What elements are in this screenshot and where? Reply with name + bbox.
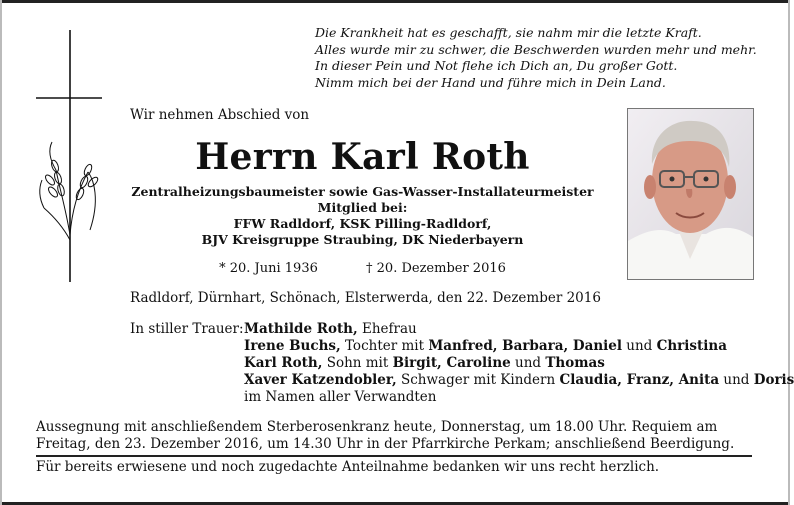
deceased-name: Herrn Karl Roth: [195, 136, 530, 178]
death-date: † 20. Dezember 2016: [366, 261, 506, 276]
mourner-conjunction: und: [719, 372, 754, 388]
mourner-relation: Sohn mit: [322, 355, 393, 371]
birth-date: * 20. Juni 1936: [219, 261, 318, 276]
poem-line: Alles wurde mir zu schwer, die Beschwerden wurden mehr und mehr.: [315, 41, 757, 57]
mourner-line: im Namen aller Verwandten: [244, 389, 437, 405]
poem-line: Die Krankheit hat es geschafft, sie nahm mir die letzte Kraft.: [315, 25, 702, 40]
mourner-family: Doris: [753, 372, 794, 388]
top-border: [0, 0, 790, 3]
portrait-image: [628, 109, 753, 279]
mourner-name: Mathilde Roth,: [244, 321, 358, 337]
profession: Zentralheizungsbaumeister sowie Gas-Wasser-Installateurmeister: [131, 184, 594, 199]
poem-line: In dieser Pein und Not flehe ich Dich an, Du großer Gott.: [315, 58, 678, 73]
mourner-family: Christina: [656, 338, 727, 354]
mourner-family: Manfred, Barbara, Daniel: [428, 338, 622, 354]
poem: [315, 25, 775, 91]
portrait-photo: [627, 108, 754, 280]
service-info: Aussegnung mit anschließendem Sterberosenkranz heute, Donnerstag, um 18.00 Uhr. Requiem am Freitag, den 23. Dezember 2016, um 14.30 Uhr in der Pfarrkirche Perkam; anschließend Beerdigung.: [36, 419, 735, 452]
mourner-line: [244, 338, 794, 355]
member-heading: Mitglied bei:: [317, 200, 408, 215]
mourner-line: [244, 321, 794, 338]
member-line: BJV Kreisgruppe Straubing, DK Niederbayern: [201, 232, 524, 247]
mourner-family: Claudia, Franz, Anita: [559, 372, 720, 388]
mourner-line: [244, 372, 794, 389]
mourner-name: Xaver Katzendobler,: [244, 372, 397, 388]
mourner-relation: Tochter mit: [340, 338, 429, 354]
mourner-name: Irene Buchs,: [244, 338, 341, 354]
mourner-conjunction: und: [510, 355, 546, 371]
mourner-family: Thomas: [545, 355, 605, 371]
mourner-line: [244, 355, 794, 372]
poem-line: Nimm mich bei der Hand und führe mich in Dein Land.: [315, 74, 666, 90]
mourners-list: [244, 321, 794, 406]
mourner-relation: Schwager mit Kindern: [396, 372, 560, 388]
intro-text: Wir nehmen Abschied von: [130, 107, 310, 123]
thanks-text: Für bereits erwiesene und noch zugedachte Anteilnahme bedanken wir uns recht herzlich.: [36, 459, 660, 475]
mourner-name: Karl Roth,: [244, 355, 323, 371]
mourner-conjunction: und: [622, 338, 657, 354]
affiliations-block: [130, 184, 595, 248]
mourner-relation: Ehefrau: [357, 321, 417, 337]
cross-with-wheat-icon: [30, 30, 110, 285]
mourner-family: Birgit, Caroline: [392, 355, 511, 371]
right-border: [788, 0, 790, 505]
mourners-label: In stiller Trauer:: [130, 321, 244, 337]
place-and-date: Radldorf, Dürnhart, Schönach, Elsterwerda, den 22. Dezember 2016: [130, 290, 601, 306]
divider: [36, 455, 752, 457]
member-line: FFW Radldorf, KSK Pilling-Radldorf,: [233, 216, 492, 231]
left-border: [0, 0, 2, 505]
life-dates: [130, 261, 595, 276]
